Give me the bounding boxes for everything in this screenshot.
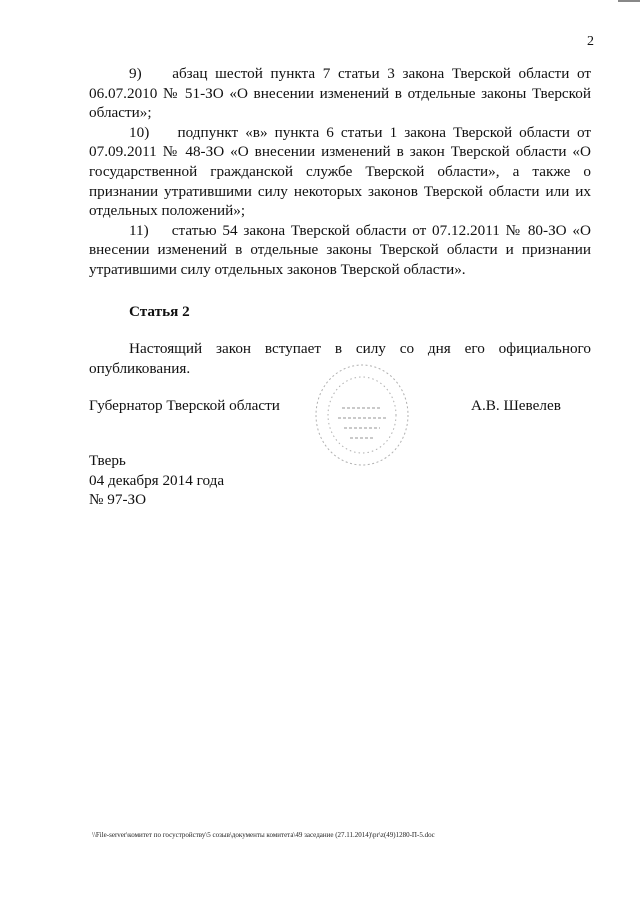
document-meta [89,451,224,510]
signatory-position: Губернатор Тверской области [89,397,280,414]
signatory-name: А.В. Шевелев [471,397,561,414]
page-number: 2 [587,34,594,49]
article-heading: Статья 2 [129,302,190,320]
list-item-9: 9) абзац шестой пункта 7 статьи 3 закона Тверской области от 06.07.2010 № 51-ЗО «О внесении изменений в отдельные законы Тверской области»; [89,65,591,122]
meta-date: 04 декабря 2014 года [89,471,225,489]
footer-file-path: \\File-server\комитет по госустройству\5 созыв\документы комитета\49 заседание (27.11.2014)\pr\z(49)1280-П-5.doc [92,831,435,839]
list-item-10: 10) подпункт «в» пункта 6 статьи 1 закона Тверской области от 07.09.2011 № 48-ЗО «О внесении изменений в закон Тверской области «О государственной гражданской службе Тверской области», а также о признании утратившими силу некоторых законов Тверской области или их отдельных положений»; [89,123,591,220]
article-text: Настоящий закон вступает в силу со дня его официального опубликования. [89,340,591,377]
official-seal-stamp [312,360,412,470]
scan-corner-mark [618,0,640,2]
list-item-11: 11) статью 54 закона Тверской области от 07.12.2011 № 80-ЗО «О внесении изменений в отдельные законы Тверской области и признании утратившими силу отдельных законов Тверской области». [89,221,591,278]
document-body [89,64,591,378]
meta-number: № 97-ЗО [89,491,147,509]
meta-city: Тверь [89,452,126,469]
